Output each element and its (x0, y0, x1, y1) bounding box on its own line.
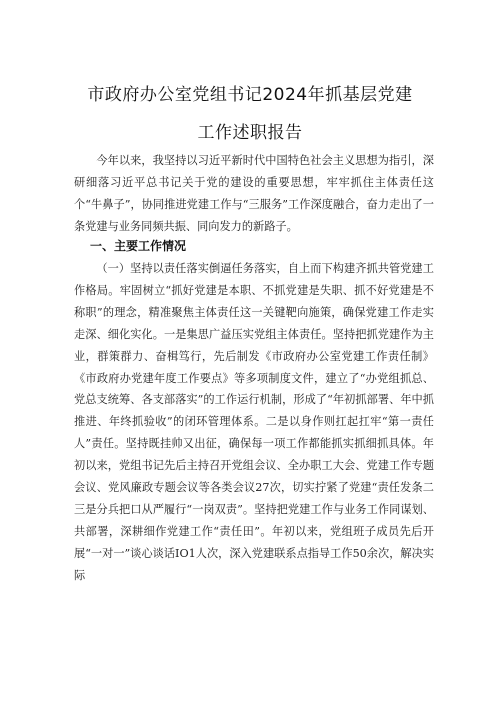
document-title-line2: 工作述职报告 (197, 123, 303, 143)
document-title-line1: 市政府办公室党组书记2024年抓基层党建 (87, 85, 413, 105)
intro-paragraph: 今年以来，我坚持以习近平新时代中国特色社会主义思想为指引，深研细落习近平总书记关于党的建设的重要思想，牢牢抓住主体责任这个“牛鼻子”，协同推进党建工作与“三服务”工作深度融合，奋力走出了一条党建与业务同频共振、同向发力的新路子。 (74, 154, 434, 233)
section-heading: 一、主要工作情况 (90, 239, 187, 253)
section-paragraph: （一）坚持以责任落实倒逼任务落实，自上而下构建齐抓共管党建工作格局。牢固树立“抓好党建是本职、不抓党建是失职、抓不好党建是不称职”的理念，精准聚焦主体责任这一关键靶向施策，确保党建工作走实走深、细化实化。一是集思广益压实党组主体责任。坚持把抓党建作为主业，群策群力、奋楫笃行，先后制发《市政府办公室党建工作责任制》《市政府办党建年度工作要点》等多项制度文件，建立了“办党组抓总、党总支统筹、各支部落实”的工作运行机制，形成了“年初抓部署、年中抓推进、年终抓验收”的闭环管理体系。二是以身作则扛起扛牢“第一责任人”责任。坚持既挂帅又出征，确保每一项工作都能抓实抓细抓具体。年初以来，党组书记先后主持召开党组会议、全办职工大会、党建工作专题会议、党风廉政专题会议等各类会议27次，切实拧紧了党建“责任发条二三是分兵把口从严履行“一岗双责”。坚持把党建工作与业务工作同谋划、共部署，深耕细作党建工作“责任田”。年初以来，党组班子成员先后开展“一对一”谈心谈话IO1人次，深入党建联系点指导工作50余次，解决实际 (74, 262, 434, 582)
